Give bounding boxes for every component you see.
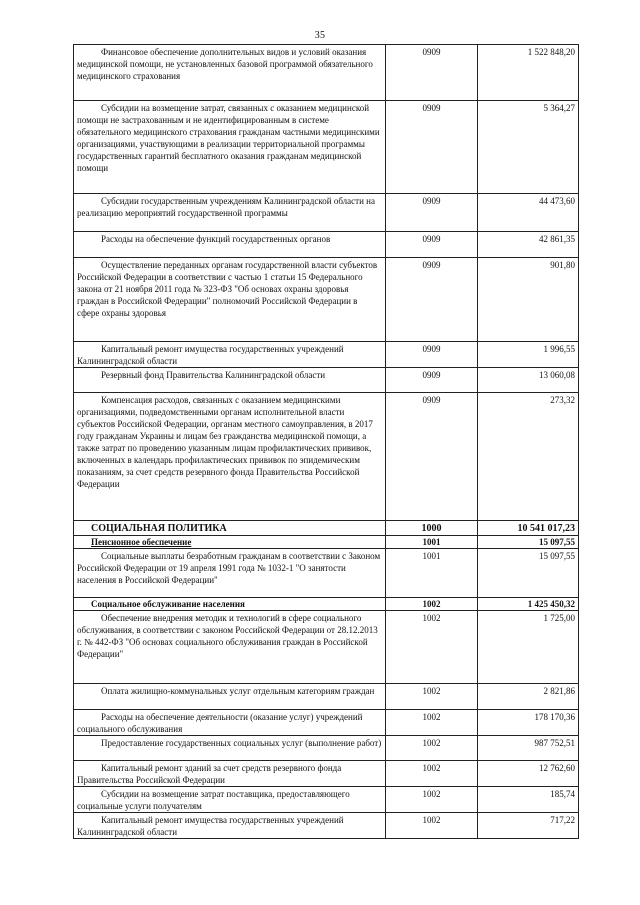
table-row — [74, 813, 579, 839]
table-row — [74, 736, 579, 761]
expense-name: Субсидии государственным учреждениям Калининградской области на реализацию мероприятий государственной программы — [77, 196, 375, 218]
expense-name-cell — [74, 258, 386, 342]
expense-name-cell — [74, 101, 386, 194]
budget-table-body — [74, 45, 579, 839]
expense-name-cell — [74, 684, 386, 710]
amount-value: 178 170,36 — [478, 710, 579, 736]
expense-name: Резервный фонд Правительства Калининградской области — [101, 370, 326, 380]
table-row — [74, 684, 579, 710]
expense-name: Капитальный ремонт имущества государственных учреждений Калининградской области — [77, 344, 344, 366]
table-row — [74, 101, 579, 194]
table-row — [74, 368, 579, 393]
section-row — [74, 536, 579, 549]
section-code: 1002 — [386, 710, 478, 736]
table-row — [74, 45, 579, 101]
table-row — [74, 787, 579, 813]
amount-value: 10 541 017,23 — [478, 521, 579, 536]
section-code: 0909 — [386, 194, 478, 232]
expense-name: Предоставление государственных социальных услуг (выполнение работ) — [101, 738, 382, 748]
expense-name-cell — [74, 45, 386, 101]
expense-name: Социальное обслуживание населения — [91, 599, 245, 609]
expense-name-cell — [74, 598, 386, 611]
table-row — [74, 393, 579, 521]
expense-name-cell — [74, 342, 386, 368]
section-code: 0909 — [386, 393, 478, 521]
table-row — [74, 258, 579, 342]
expense-name: Расходы на обеспечение функций государственных органов — [101, 234, 331, 244]
expense-name-cell — [74, 611, 386, 684]
expense-name-cell — [74, 393, 386, 521]
table-row — [74, 761, 579, 787]
section-code: 1002 — [386, 598, 478, 611]
amount-value: 2 821,86 — [478, 684, 579, 710]
expense-name: Капитальный ремонт зданий за счет средств резервного фонда Правительства Российской Федерации — [77, 763, 342, 785]
section-code: 0909 — [386, 258, 478, 342]
expense-name-cell — [74, 761, 386, 787]
amount-value: 44 473,60 — [478, 194, 579, 232]
expense-name-cell — [74, 787, 386, 813]
budget-table — [73, 44, 579, 839]
expense-name: Оплата жилищно-коммунальных услуг отдельным категориям граждан — [101, 686, 375, 696]
expense-name: Компенсация расходов, связанных с оказанием медицинскими организациями, подведомственными органам исполнительной власти субъектов Российской Федерации, органам местного самоуправления, в 2017 году гражданам Украины и лицам без гражданства медицинской помощи, а также затрат по проведению указанным лицам профилактических прививок, включенных в календарь профилактических прививок по эпидемическим показаниям, за счет средств резервного фонда Правительства Российской Федерации — [77, 395, 373, 489]
expense-name-cell — [74, 521, 386, 536]
amount-value: 987 752,51 — [478, 736, 579, 761]
expense-name: СОЦИАЛЬНАЯ ПОЛИТИКА — [91, 522, 227, 534]
section-code: 1000 — [386, 521, 478, 536]
expense-name: Финансовое обеспечение дополнительных видов и условий оказания медицинской помощи, не установленных базовой программой обязательного медицинского страхования — [77, 47, 373, 81]
expense-name-cell — [74, 813, 386, 839]
section-row — [74, 521, 579, 536]
amount-value: 15 097,55 — [478, 536, 579, 549]
table-row — [74, 232, 579, 258]
amount-value: 901,80 — [478, 258, 579, 342]
expense-name-cell — [74, 536, 386, 549]
table-row — [74, 710, 579, 736]
section-code: 1002 — [386, 761, 478, 787]
section-code: 1001 — [386, 536, 478, 549]
section-code: 0909 — [386, 232, 478, 258]
expense-name-cell — [74, 232, 386, 258]
section-code: 1002 — [386, 736, 478, 761]
expense-name: Расходы на обеспечение деятельности (оказание услуг) учреждений социального обслуживания — [77, 712, 363, 734]
table-row — [74, 549, 579, 598]
section-code: 0909 — [386, 101, 478, 194]
expense-name: Субсидии на возмещение затрат поставщика, предоставляющего социальные услуги получателям — [77, 789, 350, 811]
amount-value: 15 097,55 — [478, 549, 579, 598]
amount-value: 13 060,08 — [478, 368, 579, 393]
amount-value: 717,22 — [478, 813, 579, 839]
amount-value: 5 364,27 — [478, 101, 579, 194]
table-row — [74, 611, 579, 684]
expense-name: Пенсионное обеспечение — [91, 537, 192, 547]
amount-value: 273,32 — [478, 393, 579, 521]
expense-name-cell — [74, 736, 386, 761]
expense-name: Капитальный ремонт имущества государственных учреждений Калининградской области — [77, 815, 344, 837]
section-code: 0909 — [386, 45, 478, 101]
section-code: 0909 — [386, 368, 478, 393]
section-code: 1002 — [386, 787, 478, 813]
page-number: 35 — [314, 30, 326, 41]
amount-value: 42 861,35 — [478, 232, 579, 258]
expense-name: Осуществление переданных органам государственной власти субъектов Российской Федерации в соответствии с частью 1 статьи 15 Федерального закона от 21 ноября 2011 года № 323-ФЗ "Об основах охраны здоровья граждан в Российской Федерации" полномочий Российской Федерации в сфере охраны здоровья — [77, 260, 378, 318]
amount-value: 1 996,55 — [478, 342, 579, 368]
table-row — [74, 194, 579, 232]
section-row — [74, 598, 579, 611]
amount-value: 1 425 450,32 — [478, 598, 579, 611]
amount-value: 1 522 848,20 — [478, 45, 579, 101]
expense-name-cell — [74, 194, 386, 232]
section-code: 1002 — [386, 611, 478, 684]
expense-name-cell — [74, 710, 386, 736]
amount-value: 12 762,60 — [478, 761, 579, 787]
expense-name: Субсидии на возмещение затрат, связанных с оказанием медицинской помощи не застрахованным и не идентифицированным в системе обязательного медицинского страхования гражданам частными медицинскими организациями, участвующими в реализации территориальной программы государственных гарантий бесплатного оказания гражданам медицинской помощи — [77, 103, 380, 173]
expense-name-cell — [74, 549, 386, 598]
section-code: 1001 — [386, 549, 478, 598]
expense-name: Обеспечение внедрения методик и технологий в сфере социального обслуживания, в соответствии с законом Российской Федерации от 28.12.2013 г. № 442-ФЗ "Об основах социального обслуживания граждан в Российской Федерации" — [77, 613, 378, 659]
table-row — [74, 342, 579, 368]
amount-value: 185,74 — [478, 787, 579, 813]
section-code: 1002 — [386, 813, 478, 839]
amount-value: 1 725,00 — [478, 611, 579, 684]
section-code: 0909 — [386, 342, 478, 368]
expense-name-cell — [74, 368, 386, 393]
section-code: 1002 — [386, 684, 478, 710]
expense-name: Социальные выплаты безработным гражданам в соответствии с Законом Российской Федерации от 19 апреля 1991 года № 1032-1 "О занятости населения в Российской Федерации" — [77, 551, 381, 585]
